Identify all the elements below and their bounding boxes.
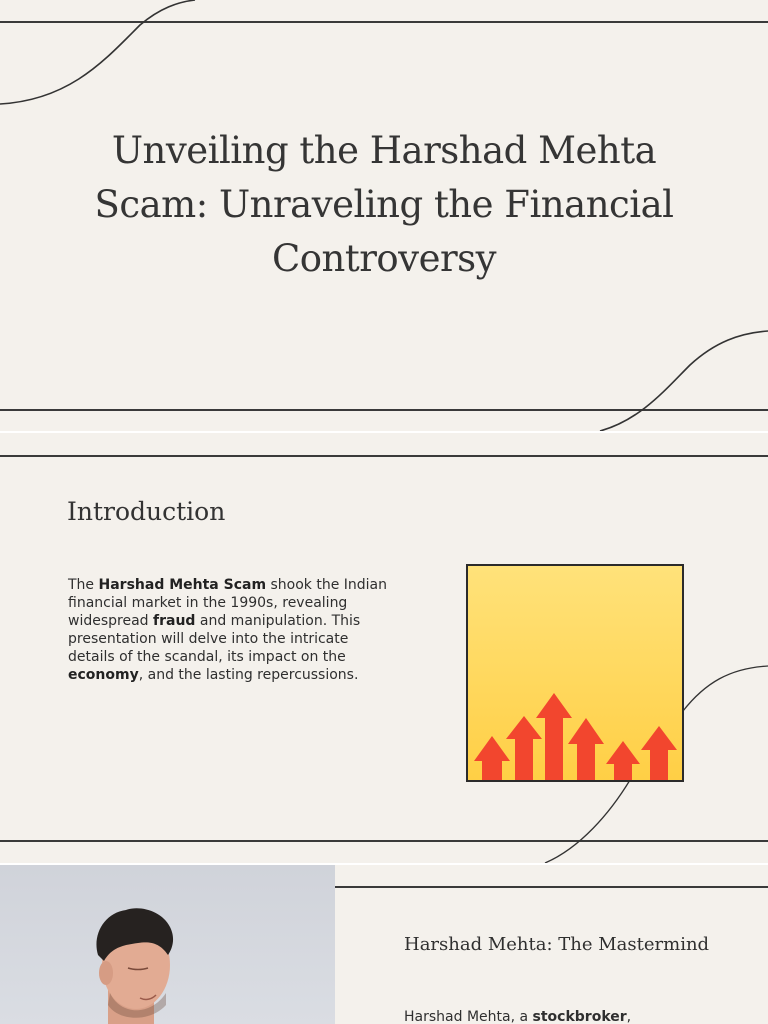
text-segment: , — [626, 1009, 632, 1024]
top-divider — [0, 21, 768, 23]
text-segment: and manipulation. This presentation will delve into the intricate details of the scandal, its impact on the — [68, 613, 361, 665]
mastermind-slide — [0, 865, 768, 1024]
text-segment: shook the Indian financial market in the 1990s, revealing widespread — [68, 577, 388, 629]
bottom-divider — [0, 409, 768, 411]
text-segment: The — [68, 577, 99, 593]
rising-arrows-image — [466, 564, 684, 782]
bio-paragraph — [404, 1008, 734, 1024]
bold-term: economy — [68, 667, 139, 683]
text-segment: , and the lasting repercussions. — [138, 667, 359, 683]
section-heading: Introduction — [67, 497, 226, 526]
bottom-divider — [0, 840, 768, 842]
title-slide — [0, 0, 768, 431]
portrait-photo — [0, 865, 335, 1024]
bold-term: Harshad Mehta Scam — [98, 577, 267, 593]
section-heading: Harshad Mehta: The Mastermind — [404, 934, 710, 955]
bold-term: stockbroker — [532, 1009, 627, 1024]
text-segment: Harshad Mehta, a — [404, 1009, 533, 1024]
top-divider — [0, 455, 768, 457]
intro-paragraph — [68, 576, 388, 684]
bold-term: fraud — [153, 613, 196, 629]
man-portrait-photo — [0, 865, 335, 1024]
presentation-title: Unveiling the Harshad Mehta Scam: Unraveling the Financial Controversy — [94, 129, 674, 280]
introduction-slide — [0, 433, 768, 863]
red-rising-arrows-icon — [468, 566, 682, 780]
